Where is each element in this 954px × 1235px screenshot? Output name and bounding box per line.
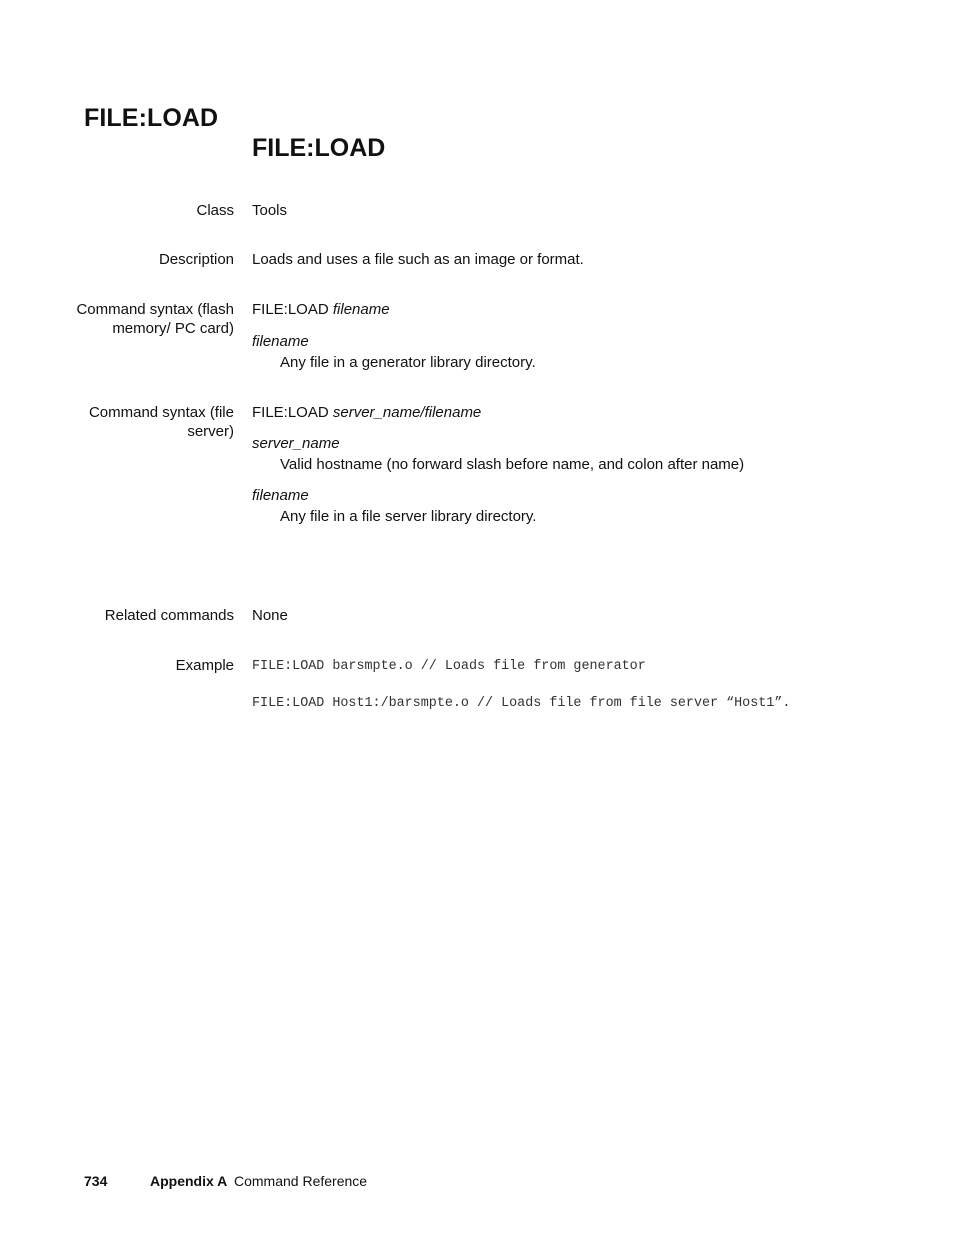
related-value: None	[252, 607, 288, 624]
command-title: FILE:LOAD	[252, 134, 386, 162]
param-desc: Any file in a generator library directory.	[280, 354, 536, 371]
running-head: FILE:LOAD	[84, 104, 219, 132]
syntax-server-line	[252, 403, 894, 422]
syntax-server-command: FILE:LOAD	[252, 404, 329, 421]
page-number: 734	[84, 1173, 108, 1189]
syntax-server-label: Command syntax (file server)	[88, 404, 234, 440]
param-block	[252, 332, 894, 372]
param-name: server_name	[252, 435, 340, 452]
example-label: Example	[175, 657, 234, 674]
syntax-flash-command: FILE:LOAD	[252, 301, 329, 318]
footer-section: Command Reference	[234, 1173, 368, 1189]
syntax-flash-line	[252, 300, 894, 319]
description-label: Description	[158, 251, 234, 268]
class-value: Tools	[252, 202, 288, 219]
param-desc: Any file in a file server library directory.	[280, 508, 537, 525]
param-block	[252, 486, 894, 526]
param-name: filename	[252, 487, 309, 504]
syntax-flash-content	[252, 300, 894, 372]
syntax-server-arg: server_name/filename	[332, 404, 482, 421]
syntax-flash-label: Command syntax (flash memory/ PC card)	[76, 301, 234, 337]
description-value: Loads and uses a file such as an image or format.	[252, 251, 584, 268]
example-line: FILE:LOAD Host1:/barsmpte.o // Loads file from file server “Host1”.	[252, 696, 791, 711]
syntax-flash-arg: filename	[332, 301, 390, 318]
related-label: Related commands	[104, 607, 234, 624]
example-line: FILE:LOAD barsmpte.o // Loads file from generator	[252, 659, 646, 674]
syntax-server-content	[252, 403, 894, 526]
footer-appendix: Appendix A	[150, 1173, 228, 1189]
param-block	[252, 434, 894, 474]
param-name: filename	[252, 333, 309, 350]
example-content	[252, 656, 894, 713]
param-desc: Valid hostname (no forward slash before name, and colon after name)	[280, 456, 745, 473]
class-label: Class	[196, 202, 234, 219]
